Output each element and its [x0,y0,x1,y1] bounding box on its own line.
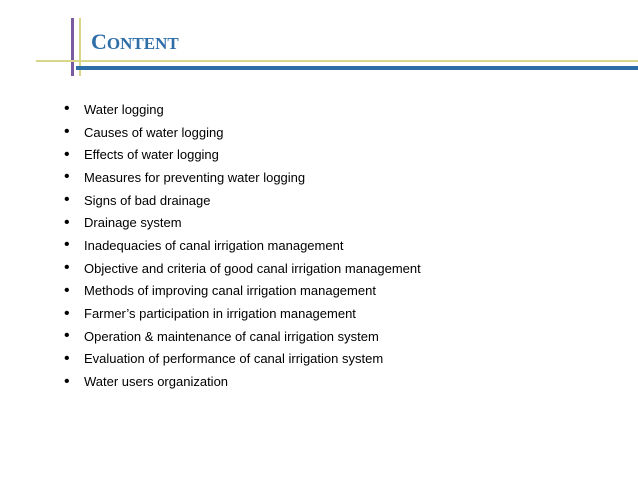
bullet-icon: • [64,259,70,277]
list-item [64,211,421,234]
slide-title [91,31,179,53]
bullet-icon: • [64,123,70,141]
list-item-text: Signs of bad drainage [84,192,211,208]
list-item [64,143,421,166]
content-bullet-list [64,98,421,393]
bullet-icon: • [64,168,70,186]
list-item-text: Effects of water logging [84,147,219,163]
bullet-icon: • [64,100,70,118]
bullet-icon: • [64,213,70,231]
bullet-icon: • [64,349,70,367]
list-item-text: Methods of improving canal irrigation management [84,283,376,299]
list-item-text: Inadequacies of canal irrigation management [84,237,344,253]
list-item [64,189,421,212]
list-item [64,302,421,325]
list-item-text: Measures for preventing water logging [84,169,306,185]
list-item-text: Water logging [84,101,164,117]
bullet-icon: • [64,236,70,254]
bullet-icon: • [64,304,70,322]
list-item [64,370,421,393]
decorative-vertical-line-purple [71,18,74,76]
list-item-text: Causes of water logging [84,124,224,140]
list-item [64,348,421,371]
list-item-text: Farmer’s participation in irrigation management [84,306,356,322]
list-item-text: Objective and criteria of good canal irrigation management [84,260,421,276]
bullet-icon: • [64,372,70,390]
decorative-horizontal-line-blue [76,66,638,70]
list-item [64,166,421,189]
bullet-icon: • [64,281,70,299]
decorative-horizontal-line-yellow [36,60,638,62]
slide-title-initial: C [91,29,107,54]
list-item [64,257,421,280]
list-item [64,325,421,348]
list-item-text: Drainage system [84,215,182,231]
bullet-icon: • [64,327,70,345]
list-item [64,234,421,257]
slide-title-rest: ONTENT [106,34,179,53]
list-item-text: Operation & maintenance of canal irrigation system [84,328,379,344]
bullet-icon: • [64,145,70,163]
list-item-text: Water users organization [84,374,229,390]
list-item [64,121,421,144]
list-item [64,98,421,121]
list-item [64,280,421,303]
bullet-icon: • [64,191,70,209]
list-item-text: Evaluation of performance of canal irrigation system [84,351,384,367]
